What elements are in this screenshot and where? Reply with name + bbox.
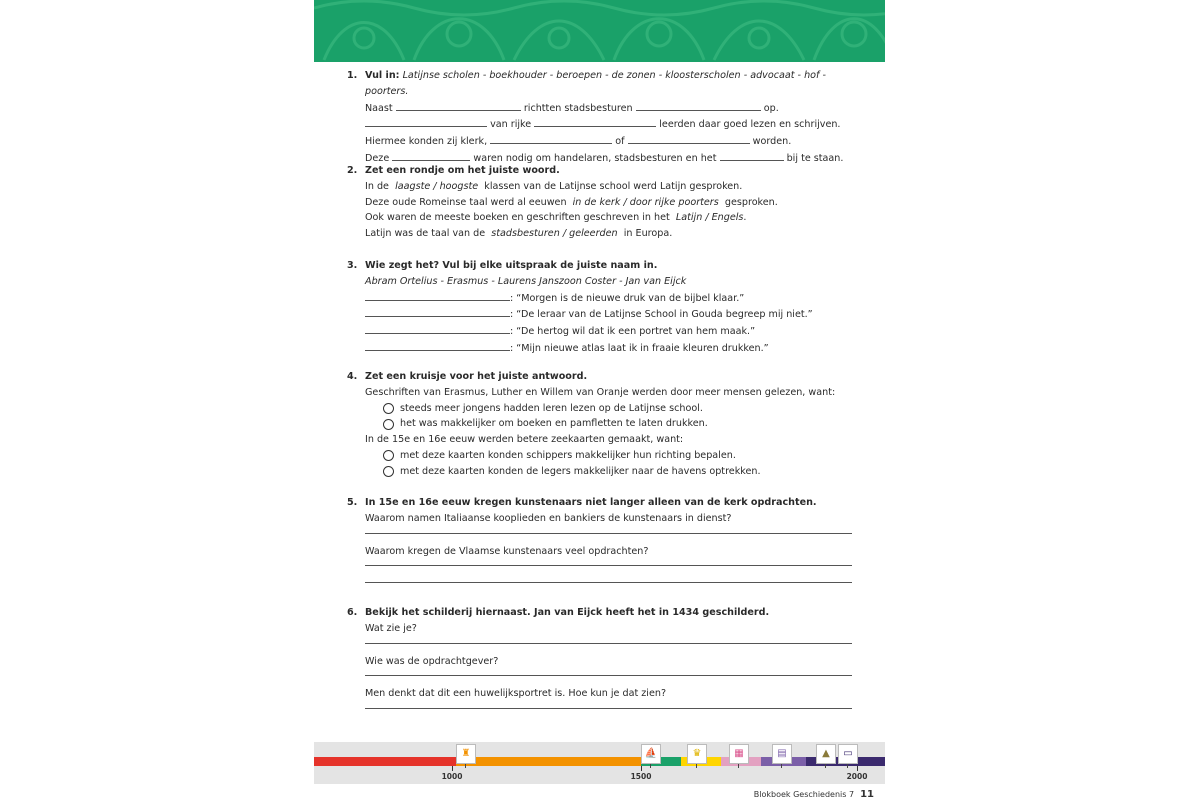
- timeline-segment-orange: [456, 757, 641, 766]
- question-number: 4.: [347, 371, 358, 382]
- sub-question: Waarom kregen de Vlaamse kunstenaars veel opdrachten?: [365, 545, 649, 557]
- checkbox-circle[interactable]: [383, 450, 394, 461]
- page-footer: [754, 789, 874, 800]
- text-fragment: Latijn was de taal van de: [365, 228, 486, 240]
- helmet-icon: ▲: [816, 744, 836, 764]
- text-fragment: of: [615, 136, 625, 148]
- answer-option[interactable]: [383, 401, 857, 417]
- option-label: met deze kaarten konden de legers makkelijker naar de havens optrekken.: [400, 465, 761, 477]
- question-4: [347, 369, 857, 480]
- book-title: Blokboek Geschiedenis 7: [753, 790, 855, 799]
- name-blank[interactable]: [365, 306, 510, 317]
- text-fragment: waren nodig om handelaren, stadsbesturen en het: [473, 152, 717, 164]
- sub-question: Waarom namen Italiaanse kooplieden en bankiers de kunstenaars in dienst?: [365, 512, 732, 524]
- tick-1000: [452, 766, 453, 771]
- option-label: het was makkelijker om boeken en pamfletten te laten drukken.: [400, 418, 708, 430]
- question-number: 6.: [347, 607, 358, 618]
- option-label: steeds meer jongens hadden leren lezen op de Latijnse school.: [400, 402, 703, 414]
- word-bank: Latijnse scholen - boekhouder - beroepen - de zonen - kloosterscholen - advocaat - hof - poorters.: [365, 70, 826, 97]
- name-blank[interactable]: [365, 323, 510, 334]
- text-fragment: in Europa.: [623, 228, 673, 240]
- year-label: 2000: [846, 772, 868, 781]
- year-label: 1500: [630, 772, 652, 781]
- question-1: [347, 68, 857, 167]
- text-fragment: Deze: [365, 152, 390, 164]
- fill-blank[interactable]: [490, 133, 612, 144]
- question-title: Wie zegt het? Vul bij elke uitspraak de juiste naam in.: [365, 260, 658, 271]
- fill-blank[interactable]: [392, 150, 470, 161]
- history-timeline: [314, 742, 885, 784]
- text-fragment: In de: [365, 180, 389, 192]
- answer-option[interactable]: [383, 416, 857, 432]
- answer-line[interactable]: [365, 559, 852, 566]
- question-title: Vul in:: [365, 70, 400, 81]
- sub-question: Men denkt dat dit een huwelijksportret is. Hoe kun je dat zien?: [365, 688, 667, 700]
- name-list: Abram Ortelius - Erasmus - Laurens Janszoon Coster - Jan van Eijck: [365, 275, 687, 287]
- answer-line[interactable]: [365, 637, 852, 644]
- question-5: [347, 495, 857, 593]
- timeline-segment-red: [314, 757, 456, 766]
- choice-words[interactable]: laagste / hoogste: [395, 180, 479, 192]
- tick-1500: [641, 766, 642, 771]
- answer-line[interactable]: [365, 527, 852, 534]
- sub-question: Wat zie je?: [365, 622, 417, 634]
- question-intro: Geschriften van Erasmus, Luther en Willem van Oranje werden door meer mensen gelezen, want:: [365, 386, 836, 398]
- castle-icon: ♜: [456, 744, 476, 764]
- checkbox-circle[interactable]: [383, 419, 394, 430]
- quote: : “Morgen is de nieuwe druk van de bijbel klaar.”: [510, 292, 745, 304]
- answer-option[interactable]: [383, 464, 857, 480]
- question-number: 2.: [347, 165, 358, 176]
- answer-line[interactable]: [365, 702, 852, 709]
- text-fragment: Ook waren de meeste boeken en geschriften geschreven in het: [365, 212, 670, 224]
- question-6: [347, 605, 857, 719]
- text-fragment: bij te staan.: [786, 152, 844, 164]
- checkbox-circle[interactable]: [383, 466, 394, 477]
- text-fragment: Naast: [365, 102, 393, 114]
- choice-words[interactable]: Latijn / Engels: [675, 212, 744, 224]
- text-fragment: op.: [763, 102, 779, 114]
- question-title: Zet een kruisje voor het juiste antwoord.: [365, 371, 588, 382]
- workbook-page: [314, 0, 885, 800]
- question-2: 2. Zet een rondje om het juiste woord. In de laagste / hoogste klassen van de Latijnse school werd Latijn gesproken. Deze oude Romeinse taal werd al eeuwen in de kerk / door rijke poorters gesproken. Ook waren de meeste boeken en geschriften geschreven in het Latijn / Engels. Latijn was de taal van de stadsbesturen / geleerden in Europa.: [347, 163, 857, 242]
- text-fragment: worden.: [752, 136, 792, 148]
- crown-icon: ♛: [687, 744, 707, 764]
- name-blank[interactable]: [365, 290, 510, 301]
- question-intro: In de 15e en 16e eeuw werden betere zeekaarten gemaakt, want:: [365, 434, 684, 446]
- text-fragment: Hiermee konden zij klerk,: [365, 136, 488, 148]
- question-title: Bekijk het schilderij hiernaast. Jan van Eijck heeft het in 1434 geschilderd.: [365, 607, 770, 618]
- tick-2000: [857, 766, 858, 771]
- answer-option[interactable]: [383, 448, 857, 464]
- ornament-pattern: [314, 0, 885, 62]
- header-banner: [314, 0, 885, 62]
- fill-blank[interactable]: [628, 133, 750, 144]
- choice-words[interactable]: in de kerk / door rijke poorters: [572, 196, 719, 208]
- ship-icon: ⛵: [641, 744, 661, 764]
- computer-icon: ▭: [838, 744, 858, 764]
- quote: : “De hertog wil dat ik een portret van hem maak.”: [510, 326, 756, 338]
- text-fragment: van rijke: [490, 119, 532, 131]
- year-label: 1000: [441, 772, 463, 781]
- text-fragment: leerden daar goed lezen en schrijven.: [659, 119, 841, 131]
- answer-line[interactable]: [365, 669, 852, 676]
- fill-blank[interactable]: [365, 116, 487, 127]
- question-3: [347, 258, 857, 357]
- fill-blank[interactable]: [534, 116, 656, 127]
- text-fragment: Deze oude Romeinse taal werd al eeuwen: [365, 196, 567, 208]
- quote: : “Mijn nieuwe atlas laat ik in fraaie kleuren drukken.”: [510, 342, 769, 354]
- answer-line[interactable]: [365, 576, 852, 583]
- question-number: 1.: [347, 70, 358, 81]
- question-number: 5.: [347, 497, 358, 508]
- question-number: 3.: [347, 260, 358, 271]
- fill-blank[interactable]: [636, 100, 761, 111]
- quote: : “De leraar van de Latijnse School in Gouda begreep mij niet.”: [510, 309, 813, 321]
- factory-icon: ▤: [772, 744, 792, 764]
- text-fragment: gesproken.: [724, 196, 778, 208]
- name-blank[interactable]: [365, 340, 510, 351]
- sub-question: Wie was de opdrachtgever?: [365, 655, 499, 667]
- checkbox-circle[interactable]: [383, 403, 394, 414]
- question-title: Zet een rondje om het juiste woord.: [365, 165, 560, 176]
- text-fragment: klassen van de Latijnse school werd Latijn gesproken.: [484, 180, 743, 192]
- text-fragment: richtten stadsbesturen: [523, 102, 633, 114]
- question-title: In 15e en 16e eeuw kregen kunstenaars niet langer alleen van de kerk opdrachten.: [365, 497, 817, 508]
- option-label: met deze kaarten konden schippers makkelijker hun richting bepalen.: [400, 449, 736, 461]
- choice-words[interactable]: stadsbesturen / geleerden: [491, 228, 618, 240]
- fill-blank[interactable]: [396, 100, 521, 111]
- page-number: 11: [860, 789, 874, 800]
- guillotine-icon: ▦: [729, 744, 749, 764]
- fill-blank[interactable]: [720, 150, 784, 161]
